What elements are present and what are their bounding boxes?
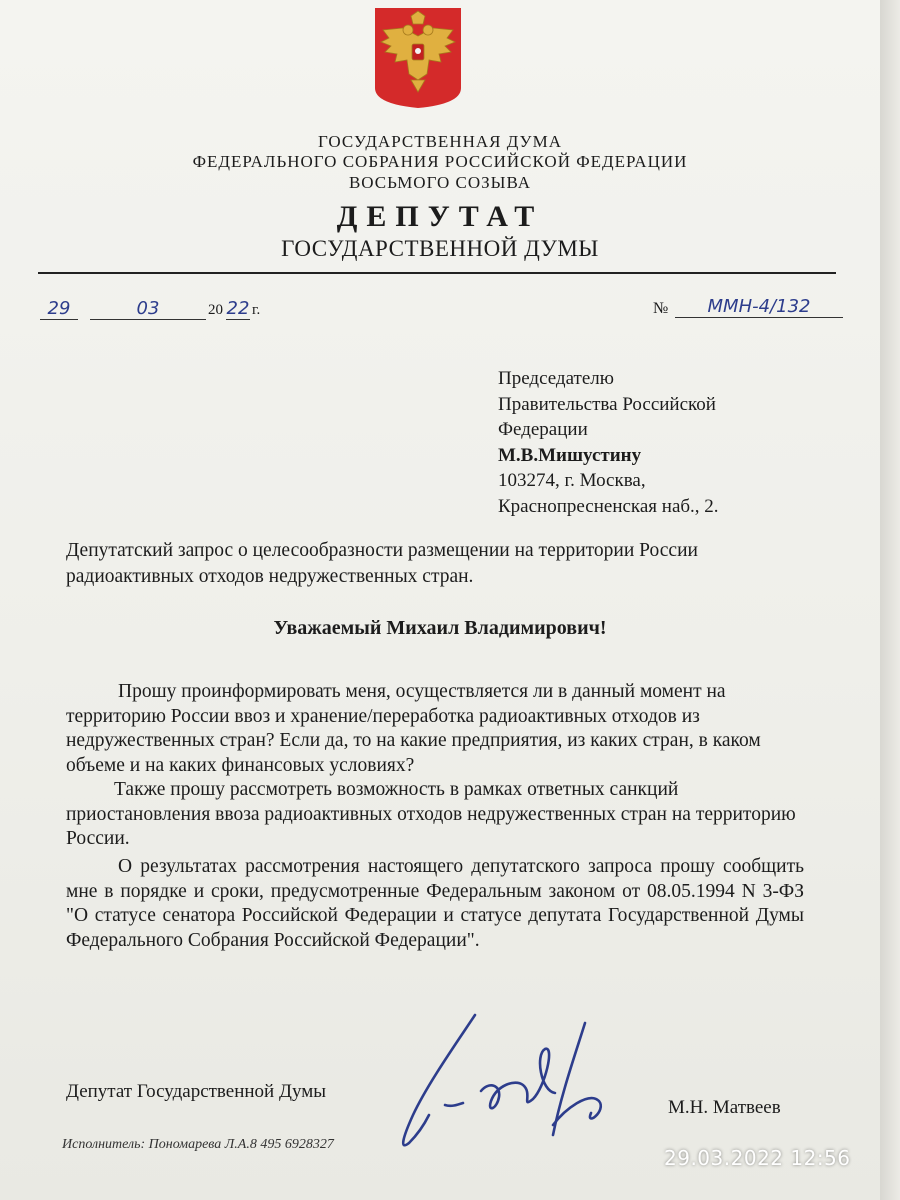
letterhead-title: ДЕПУТАТ xyxy=(336,200,544,233)
body-paragraph: Также прошу рассмотреть возможность в рамках ответных санкций приостановления ввоза радиоактивных отходов недружественных стран на территорию России. xyxy=(66,779,796,849)
header-divider xyxy=(38,272,836,274)
addressee-line: Федерации xyxy=(498,419,588,440)
body-paragraph: О результатах рассмотрения настоящего депутатского запроса прошу сообщить мне в порядке и сроки, предусмотренные Федеральным законом от 08.05.1994 N 3-ФЗ "О статусе сенатора Российской Федерации и статусе депутата Государственной Думы Федерального Собрания Российской Федерации". xyxy=(66,856,804,951)
photo-timestamp: 29.03.2022 12:56 xyxy=(664,1146,851,1170)
header-line-federal-assembly: ФЕДЕРАЛЬНОГО СОБРАНИЯ РОССИЙСКОЙ ФЕДЕРАЦИИ xyxy=(192,152,688,171)
date-year-suffix: 22 xyxy=(226,298,250,319)
addressee-address: 103274, г. Москва, xyxy=(498,470,646,491)
header-line-state-duma: ГОСУДАРСТВЕННАЯ ДУМА xyxy=(318,132,562,151)
number-value: ММН-4/132 xyxy=(675,296,843,318)
executor-line: Исполнитель: Пономарева Л.А.8 495 6928327 xyxy=(62,1137,334,1152)
letter-subject: Депутатский запрос о целесообразности размещении на территории России радиоактивных отходов недружественных стран. xyxy=(66,540,698,587)
header-line-convocation: ВОСЬМОГО СОЗЫВА xyxy=(348,173,532,192)
signer-role: Депутат Государственной Думы xyxy=(66,1081,326,1102)
addressee-name: М.В.Мишустину xyxy=(498,444,642,466)
background-page-edge xyxy=(880,0,900,1200)
addressee-block xyxy=(498,366,719,519)
date-month: 03 xyxy=(90,298,206,320)
addressee-line: Правительства Российской xyxy=(498,393,716,415)
body-paragraph: Прошу проинформировать меня, осуществляется ли в данный момент на территорию России ввоз и хранение/переработка радиоактивных отходов из недружественных стран? Если да, то на какие предприятия, из каких стран, в каком объеме и на каких финансовых условиях? xyxy=(66,681,761,776)
handwritten-signature xyxy=(385,1005,645,1155)
addressee-line: Председателю xyxy=(498,368,614,389)
addressee-address: Краснопресненская наб., 2. xyxy=(498,495,719,517)
date-year-prefix: 20 xyxy=(208,302,223,318)
date-year-label: г. xyxy=(252,302,261,318)
signer-name: М.Н. Матвеев xyxy=(668,1097,781,1118)
letter-greeting: Уважаемый Михаил Владимирович! xyxy=(273,617,607,639)
date-day: 29 xyxy=(40,298,78,320)
coat-of-arms-emblem xyxy=(373,6,463,110)
number-sign: № xyxy=(653,300,669,317)
letterhead-subtitle: ГОСУДАРСТВЕННОЙ ДУМЫ xyxy=(281,236,599,261)
